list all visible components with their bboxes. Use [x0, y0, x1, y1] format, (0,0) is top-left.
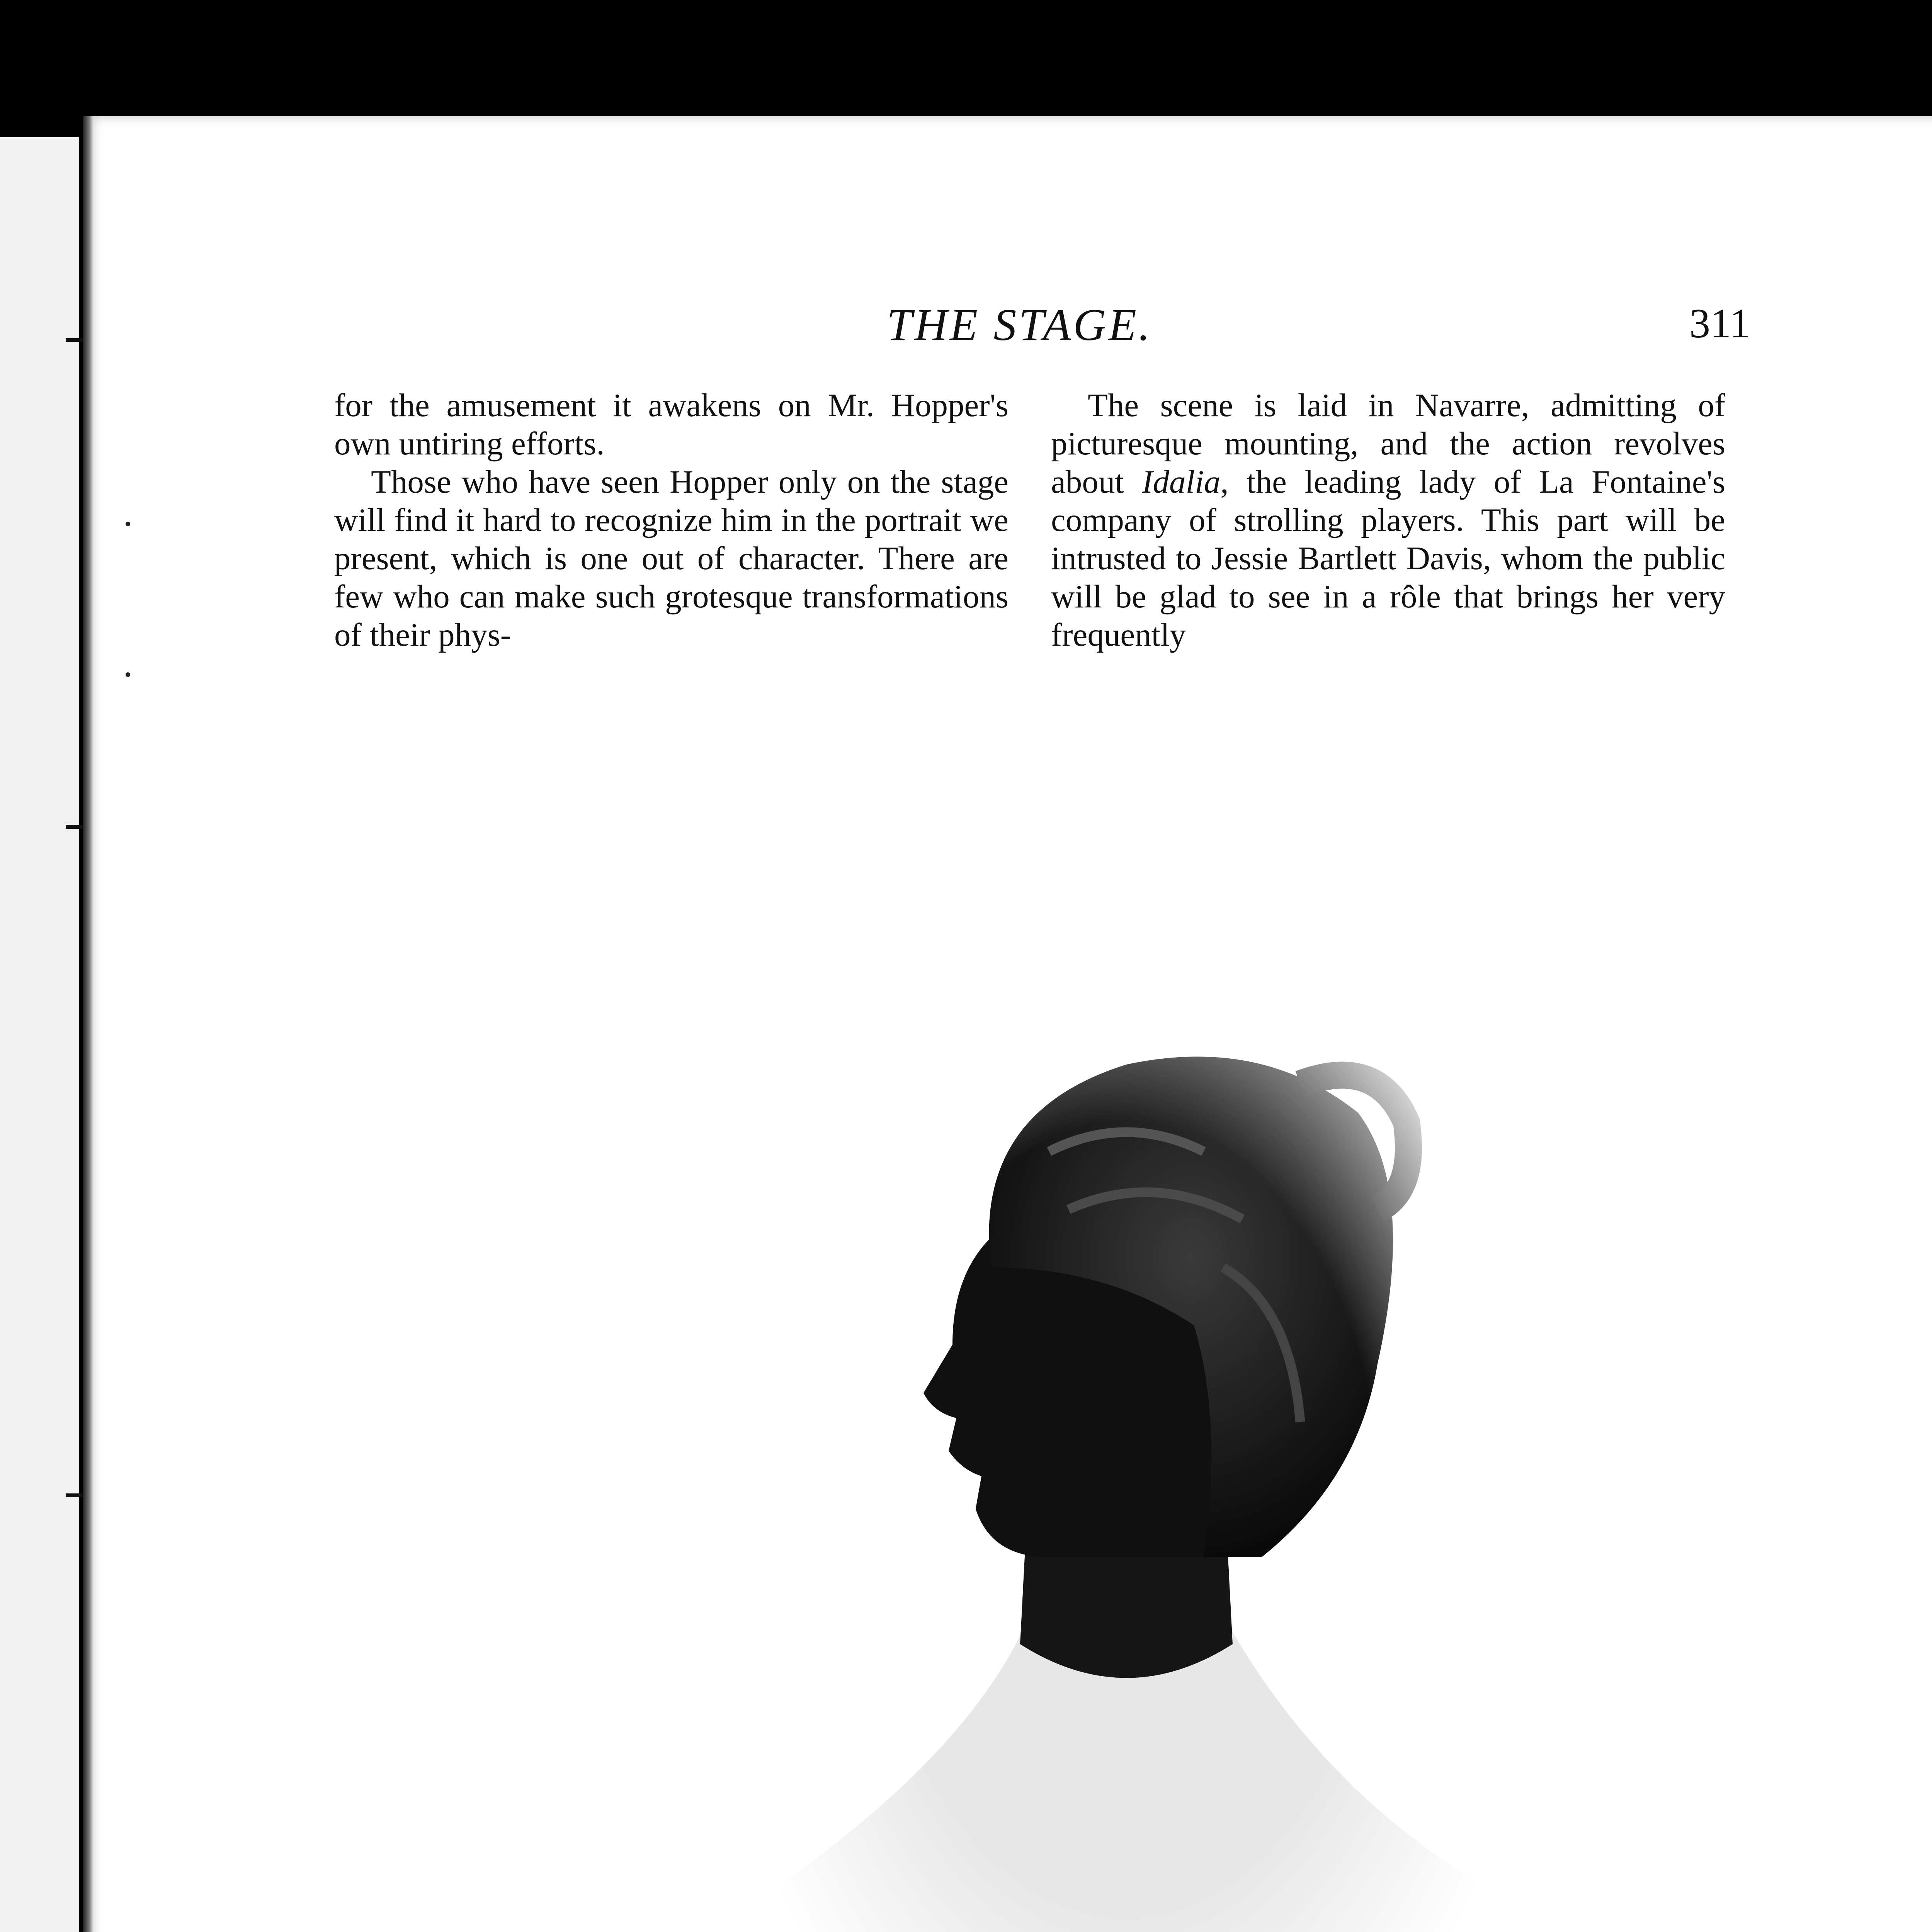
italic-name: Idalia: [1142, 464, 1221, 500]
facing-page-edge: [0, 137, 79, 1932]
paragraph: [1051, 386, 1725, 654]
page-edge-mark: [66, 825, 85, 829]
page-gutter: [83, 116, 93, 1932]
paragraph-text: , the leading lady of La Fontaine's company of strolling players. This part will be intrusted to Jessie Bartlett Davis, whom the public will be glad to see in a rôle that brings her very frequently: [1051, 464, 1725, 653]
paragraph-text: The scene is laid in Navarre, admitting of picturesque mounting, and the action revolves about: [1051, 387, 1725, 500]
portrait-illustration: [740, 978, 1513, 1932]
paragraph: Those who have seen Hopper only on the stage will find it hard to recognize him in the portrait we present, which is one out of character. There are few who can make such grotesque transformations of their phys-: [334, 464, 1009, 653]
top-left-column: [334, 386, 1009, 654]
portrait-photo: [740, 978, 1513, 1932]
page-number: 311: [1689, 301, 1750, 347]
running-head: [83, 298, 1932, 375]
page-edge-mark: [66, 1493, 85, 1497]
page-edge-mark: [66, 338, 85, 342]
margin-speck: [126, 672, 130, 677]
paragraph: for the amusement it awakens on Mr. Hopper's own untiring efforts.: [334, 387, 1009, 462]
top-right-column: [1051, 386, 1725, 654]
margin-speck: [126, 522, 130, 526]
running-title: THE STAGE.: [887, 299, 1153, 350]
magazine-page: [83, 116, 1932, 1932]
